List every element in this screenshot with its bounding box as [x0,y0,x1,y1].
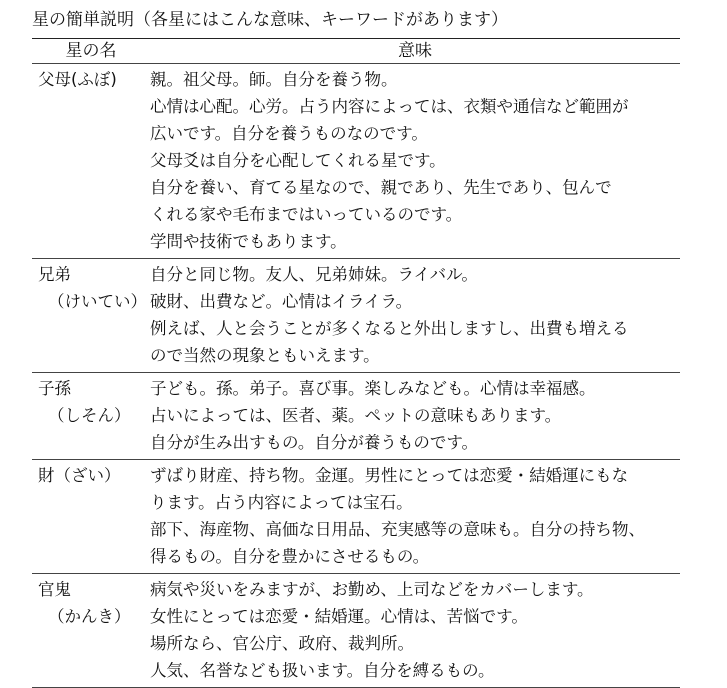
header-meaning: 意味 [150,39,680,64]
table-row [32,460,680,574]
star-name-cell [32,259,150,373]
table-body [32,64,680,688]
star-name-cell [32,64,150,259]
meaning-line: 女性にとっては恋愛・結婚運。心情は、苦悩です。 [150,607,528,626]
meaning-line: ります。占う内容によっては宝石。 [150,493,413,512]
star-name: 財（ざい） [38,466,121,485]
table-row [32,259,680,373]
document-title: 星の簡単説明（各星にはこんな意味、キーワードがあります） [32,10,508,30]
meaning-line: くれる家や毛布まではいっているのです。 [150,205,463,224]
meaning-line: 病気や災いをみますが、お勤め、上司などをカバーします。 [150,580,594,599]
star-name-reading: （けいてい） [48,292,147,311]
meaning-cell [150,373,680,460]
star-name: 兄弟 [38,265,71,284]
star-name: 父母(ふぼ) [38,70,117,89]
meaning-line: 学問や技術でもあります。 [150,232,347,251]
meaning-line: 自分が生み出すもの。自分が養うものです。 [150,433,479,452]
meaning-line: 例えば、人と会うことが多くなると外出しますし、出費も増える [150,319,629,338]
table-row [32,64,680,259]
meaning-cell [150,64,680,259]
meaning-line: ずばり財産、持ち物。金運。男性にとっては恋愛・結婚運にもな [150,466,629,485]
meaning-line: 自分と同じ物。友人、兄弟姉妹。ライバル。 [150,265,478,284]
meaning-line: 場所なら、官公庁、政府、裁判所。 [150,634,414,653]
star-name: 子孫 [38,379,71,398]
meaning-line: 広いです。自分を養うものなのです。 [150,124,428,143]
meaning-line: 得るもの。自分を豊かにさせるもの。 [150,547,430,566]
star-name-cell [32,574,150,688]
meaning-cell [150,574,680,688]
meaning-line: 自分を養い、育てる星なので、親であり、先生であり、包んで [150,178,612,197]
star-name-cell [32,460,150,574]
star-name-reading: （かんき） [48,607,131,626]
table-row [32,373,680,460]
meaning-line: 占いによっては、医者、薬。ペットの意味もあります。 [150,406,562,425]
meaning-line: 父母爻は自分を心配してくれる星です。 [150,151,446,170]
table-row [32,574,680,688]
meaning-cell [150,259,680,373]
star-name-reading: （しそん） [48,406,131,425]
star-name: 官鬼 [38,580,71,599]
meaning-line: 破財、出費など。心情はイライラ。 [150,292,413,311]
meaning-line: 部下、海産物、高価な日用品、充実感等の意味も。自分の持ち物、 [150,520,645,539]
header-star-name: 星の名 [32,39,150,64]
meaning-line: 人気、名誉なども扱います。自分を縛るもの。 [150,661,495,680]
meaning-line: 親。祖父母。師。自分を養う物。 [150,70,398,89]
star-name-cell [32,373,150,460]
meaning-line: 子ども。孫。弟子。喜び事。楽しみなども。心情は幸福感。 [150,379,596,398]
table-header [32,39,680,64]
star-meaning-table [32,38,680,688]
meaning-line: ので当然の現象ともいえます。 [150,346,380,365]
meaning-line: 心情は心配。心労。占う内容によっては、衣類や通信など範囲が [150,97,629,116]
meaning-cell [150,460,680,574]
header-row [32,39,680,64]
